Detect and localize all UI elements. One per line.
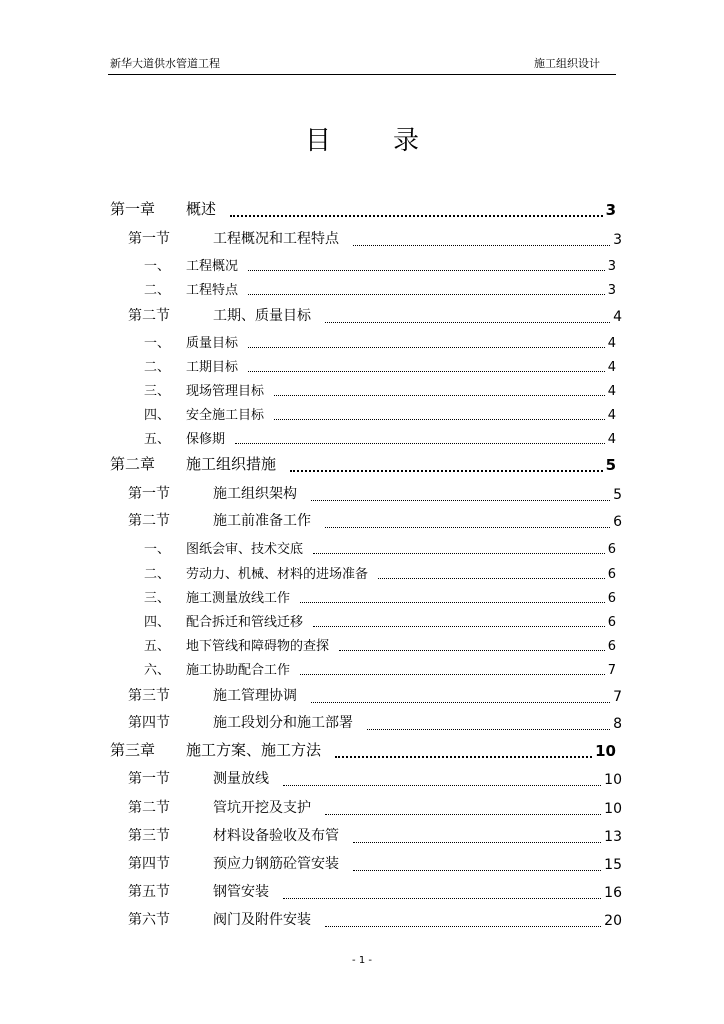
toc-entry-number: 第二节 [128,513,170,529]
toc-entry-number: 一、 [144,259,171,274]
toc-dot-leader [378,578,605,579]
toc-entry[interactable] [0,305,724,327]
toc-entry-page: 8 [613,716,622,732]
toc-entry[interactable] [0,510,724,532]
toc-entry-number: 第一章 [110,200,156,218]
toc-entry-title: 测量放线 [213,771,269,787]
toc-entry-title: 预应力钢筋砼管安装 [213,856,339,872]
toc-entry-number: 三、 [144,591,171,606]
toc-entry-page: 7 [607,663,616,678]
toc-entry[interactable] [0,685,724,707]
toc-entry-number: 第四节 [128,856,170,872]
toc-entry[interactable] [0,797,724,819]
toc-entry[interactable] [0,853,724,875]
toc-dot-leader [313,626,605,627]
toc-dot-leader [353,842,601,843]
toc-entry[interactable] [0,768,724,790]
toc-entry[interactable] [0,658,724,680]
toc-entry-number: 第二章 [110,455,156,473]
toc-entry-number: 一、 [144,542,171,557]
toc-entry-page: 10 [595,742,616,760]
toc-entry-number: 五、 [144,432,171,447]
toc-entry[interactable] [0,909,724,931]
toc-entry-number: 第一节 [128,486,170,502]
toc-entry[interactable] [0,454,724,476]
toc-entry-number: 第一节 [128,231,170,247]
toc-entry[interactable] [0,254,724,276]
toc-dot-leader [230,215,603,217]
toc-entry[interactable] [0,403,724,425]
toc-entry[interactable] [0,228,724,250]
toc-entry-page: 3 [607,283,616,298]
toc-entry-title: 配合拆迁和管线迁移 [186,615,304,630]
toc-entry-title: 施工前准备工作 [213,513,311,529]
toc-entry[interactable] [0,634,724,656]
toc-entry-number: 六、 [144,663,171,678]
toc-entry-number: 二、 [144,283,171,298]
toc-entry[interactable] [0,278,724,300]
toc-dot-leader [335,756,592,758]
toc-entry-title: 工程概况 [186,259,239,274]
toc-entry-page: 16 [604,885,622,901]
toc-entry-page: 4 [607,360,616,375]
toc-dot-leader [311,702,610,703]
toc-entry-page: 3 [605,201,616,219]
toc-entry-title: 地下管线和障碍物的查探 [186,639,330,654]
toc-entry-title: 图纸会审、技术交底 [186,542,304,557]
toc-dot-leader [283,898,601,899]
toc-entry[interactable] [0,483,724,505]
toc-entry-title: 保修期 [186,432,226,447]
toc-entry-title: 施工方案、施工方法 [186,741,322,759]
toc-entry-title: 劳动力、机械、材料的进场准备 [186,567,369,582]
toc-entry[interactable] [0,379,724,401]
toc-entry-title: 安全施工目标 [186,408,265,423]
toc-dot-leader [339,650,605,651]
toc-entry-number: 四、 [144,615,171,630]
toc-dot-leader [235,443,605,444]
toc-entry-number: 第五节 [128,884,170,900]
toc-entry-page: 6 [607,615,616,630]
toc-entry[interactable] [0,610,724,632]
toc-dot-leader [325,926,601,927]
toc-entry-page: 10 [604,801,622,817]
toc-entry-number: 一、 [144,336,171,351]
toc-entry-page: 10 [604,772,622,788]
toc-entry-page: 6 [607,639,616,654]
toc-entry-page: 4 [607,384,616,399]
toc-entry-page: 13 [604,829,622,845]
toc-entry[interactable] [0,355,724,377]
toc-entry-page: 5 [605,456,616,474]
toc-dot-leader [248,294,605,295]
toc-entry[interactable] [0,712,724,734]
toc-dot-leader [248,371,605,372]
toc-entry-page: 4 [607,408,616,423]
toc-dot-leader [325,814,601,815]
page-title: 目录 [304,126,481,156]
toc-entry-title: 施工协助配合工作 [186,663,291,678]
toc-entry[interactable] [0,586,724,608]
toc-dot-leader [300,602,605,603]
toc-entry-title: 钢管安装 [213,884,269,900]
toc-dot-leader [290,470,603,472]
toc-entry-number: 第二节 [128,308,170,324]
toc-entry-number: 第三章 [110,741,156,759]
toc-entry-page: 6 [607,567,616,582]
toc-dot-leader [367,729,610,730]
toc-entry-page: 3 [613,232,622,248]
toc-entry-number: 五、 [144,639,171,654]
toc-entry-page: 6 [607,591,616,606]
toc-entry-title: 质量目标 [186,336,239,351]
toc-entry-page: 4 [613,309,622,325]
toc-entry[interactable] [0,331,724,353]
toc-entry[interactable] [0,562,724,584]
toc-entry-title: 工期、质量目标 [213,308,311,324]
toc-dot-leader [325,527,610,528]
toc-entry-title: 施工段划分和施工部署 [213,715,353,731]
toc-entry-page: 15 [604,857,622,873]
toc-dot-leader [248,270,605,271]
toc-dot-leader [353,245,610,246]
toc-dot-leader [313,553,605,554]
header-document-type: 施工组织设计 [534,57,600,70]
toc-entry-title: 施工组织措施 [186,455,277,473]
toc-entry-number: 第六节 [128,912,170,928]
toc-entry-number: 二、 [144,567,171,582]
toc-entry-number: 二、 [144,360,171,375]
toc-entry-page: 6 [607,542,616,557]
toc-entry-number: 第三节 [128,828,170,844]
toc-entry-number: 第二节 [128,800,170,816]
toc-entry-page: 4 [607,432,616,447]
header-project-name: 新华大道供水管道工程 [110,57,220,70]
toc-entry-page: 20 [604,913,622,929]
toc-entry[interactable] [0,537,724,559]
toc-dot-leader [248,347,605,348]
toc-entry-title: 概述 [186,200,217,218]
toc-entry-title: 施工组织架构 [213,486,297,502]
toc-entry[interactable] [0,199,724,221]
toc-entry-number: 三、 [144,384,171,399]
toc-entry-title: 工程概况和工程特点 [213,231,339,247]
toc-entry-page: 3 [607,259,616,274]
toc-entry[interactable] [0,740,724,762]
toc-entry-page: 7 [613,689,622,705]
toc-entry-title: 施工管理协调 [213,688,297,704]
toc-dot-leader [353,870,601,871]
toc-dot-leader [283,785,601,786]
toc-entry-title: 阀门及附件安装 [213,912,311,928]
page-header [108,52,616,75]
toc-entry-number: 第四节 [128,715,170,731]
toc-entry-number: 第一节 [128,771,170,787]
toc-dot-leader [325,322,610,323]
toc-dot-leader [274,419,605,420]
toc-entry-title: 施工测量放线工作 [186,591,291,606]
toc-dot-leader [311,500,610,501]
toc-entry-number: 第三节 [128,688,170,704]
toc-entry-title: 工期目标 [186,360,239,375]
toc-dot-leader [274,395,605,396]
toc-entry-page: 5 [613,487,622,503]
toc-entry[interactable] [0,427,724,449]
toc-entry-title: 现场管理目标 [186,384,265,399]
page-number: - 1 - [352,955,372,966]
toc-entry-title: 管坑开挖及支护 [213,800,311,816]
toc-entry[interactable] [0,881,724,903]
toc-entry[interactable] [0,825,724,847]
toc-dot-leader [300,674,605,675]
toc-entry-title: 材料设备验收及布管 [213,828,339,844]
toc-entry-page: 6 [613,514,622,530]
toc-entry-number: 四、 [144,408,171,423]
toc-entry-page: 4 [607,336,616,351]
toc-entry-title: 工程特点 [186,283,239,298]
